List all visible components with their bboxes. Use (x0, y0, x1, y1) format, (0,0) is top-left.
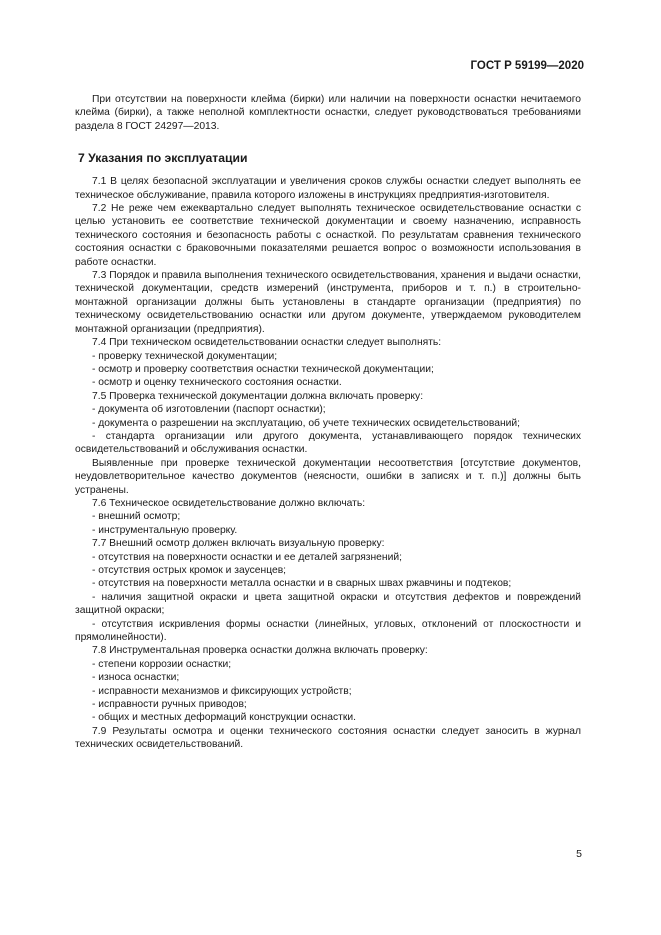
paragraph: - отсутствия на поверхности оснастки и ее деталей загрязнений; (92, 551, 402, 563)
section-body (75, 175, 581, 751)
paragraph: - общих и местных деформаций конструкции оснастки. (92, 712, 356, 724)
page-number: 5 (576, 848, 582, 860)
paragraph: 7.3 Порядок и правила выполнения технического освидетельствования, хранения и выдачи оснастки, технической документации, средств измерений (инструмента, приборов и т. п.) в строительно-монтажной организации должны быть установлены в стандарте организации (предприятия) по техническому освидетельствованию оснастки или другом документе, утверждаемом руководителем монтажной организации (предприятия). (75, 270, 581, 335)
paragraph: - отсутствия искривления формы оснастки (линейных, угловых, отклонений от плоскостности и прямолинейности). (75, 618, 581, 644)
paragraph: - осмотр и проверку соответствия оснастки технической документации; (92, 363, 434, 375)
paragraph: Выявленные при проверке технической документации несоответствия [отсутствие документов, неудовлетворительное качество документов (неясности, ошибки в записях и т. п.)] должны быть устранены. (75, 457, 581, 496)
document-id-header: ГОСТ Р 59199—2020 (470, 60, 584, 72)
paragraph: - исправности ручных приводов; (92, 699, 247, 711)
paragraph: 7.8 Инструментальная проверка оснастки должна включать проверку: (92, 645, 428, 657)
paragraph: - отсутствия на поверхности металла оснастки и в сварных швах ржавчины и подтеков; (92, 578, 512, 590)
paragraph: 7.2 Не реже чем ежеквартально следует выполнять техническое освидетельствование оснастки с целью установить ее соответствие технической документации и своему назначению, исправность технического состояния и безопасность работы с оснасткой. По результатам сравнения технического состояния оснастки с браковочными показателями решается вопрос о возможности использования в работе оснастки. (75, 203, 581, 268)
paragraph: - наличия защитной окраски и цвета защитной окраски и отсутствия дефектов и повреждений защитной окраски; (75, 591, 581, 617)
paragraph: - степени коррозии оснастки; (92, 658, 232, 670)
paragraph: 7.4 При техническом освидетельствовании оснастки следует выполнять: (92, 337, 442, 349)
paragraph: - проверку технической документации; (92, 350, 278, 362)
paragraph: - инструментальную проверку. (92, 524, 238, 536)
paragraph: 7.7 Внешний осмотр должен включать визуальную проверку: (92, 538, 385, 550)
section-title: 7 Указания по эксплуатации (78, 151, 248, 166)
page-content (75, 93, 581, 752)
paragraph: 7.5 Проверка технической документации должна включать проверку: (92, 390, 424, 402)
paragraph: - износа оснастки; (92, 672, 180, 684)
paragraph: - исправности механизмов и фиксирующих устройств; (92, 685, 352, 697)
paragraph: - отсутствия острых кромок и заусенцев; (92, 565, 287, 576)
paragraph: 7.1 В целях безопасной эксплуатации и увеличения сроков службы оснастки следует выполнять ее техническое обслуживание, правила которого изложены в инструкциях предприятия-изготовителя. (75, 176, 581, 201)
intro-paragraph: При отсутствии на поверхности клейма (бирки) или наличии на поверхности оснастки нечитаемого клейма (бирки), а также неполной комплектности оснастки, следует руководствоваться требованиями раздела 8 ГОСТ 24297—2013. (75, 94, 581, 132)
paragraph: - документа об изготовлении (паспорт оснастки); (92, 404, 326, 416)
paragraph: - осмотр и оценку технического состояния оснастки. (92, 377, 342, 389)
paragraph: - стандарта организации или другого документа, устанавливающего порядок технических освидетельствований и обслуживания оснастки. (75, 430, 581, 456)
paragraph: 7.6 Техническое освидетельствование должно включать: (92, 497, 366, 509)
paragraph: - внешний осмотр; (92, 511, 181, 523)
paragraph: 7.9 Результаты осмотра и оценки технического состояния оснастки следует заносить в журнал технических освидетельствований. (75, 725, 581, 751)
paragraph: - документа о разрешении на эксплуатацию, об учете технических освидетельствований; (92, 417, 521, 429)
